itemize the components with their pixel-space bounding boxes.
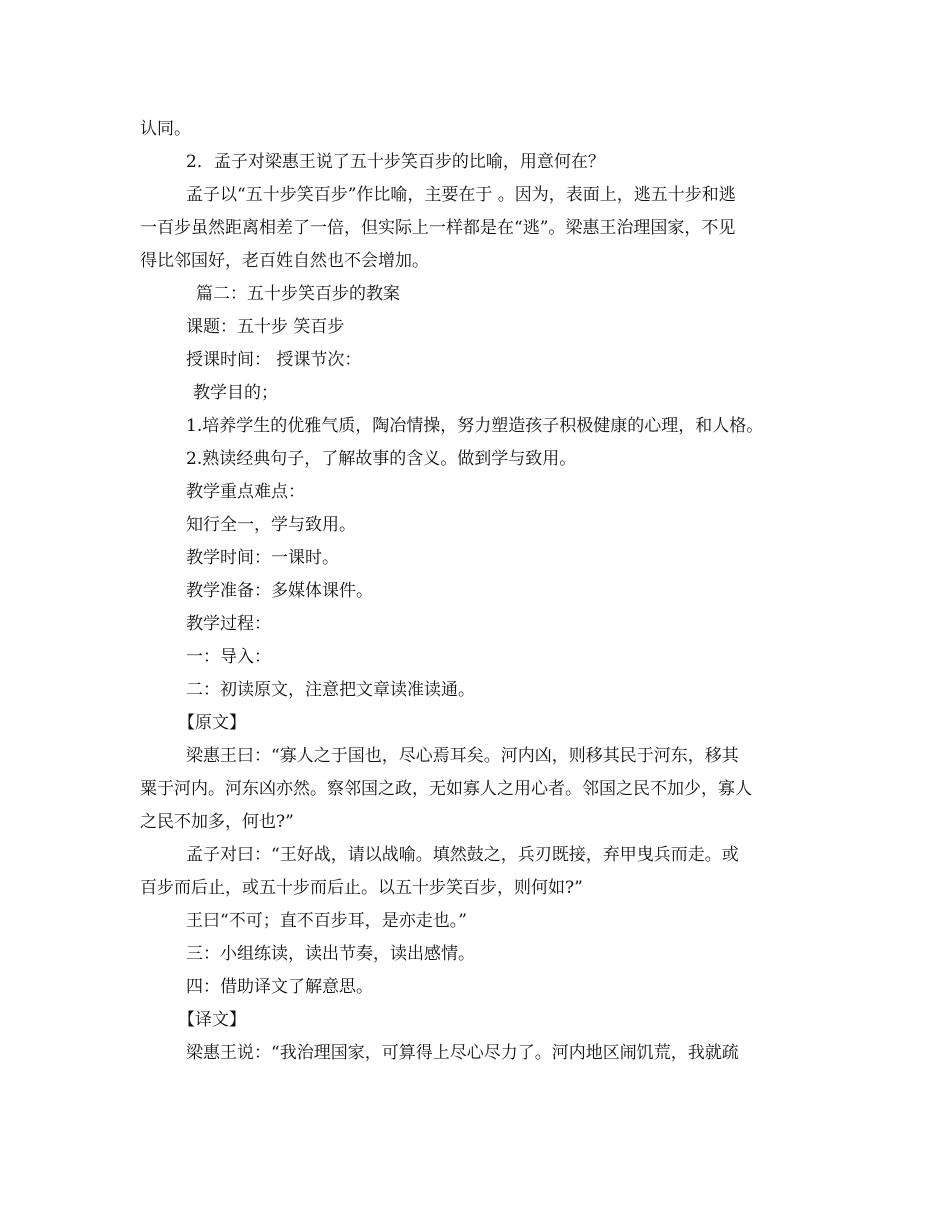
original-text-line-1: 梁惠王曰：“寡人之于国也，尽心焉耳矣。河内凶，则移其民于河东，移其 — [186, 746, 739, 766]
original-text-heading: 【原文】 — [178, 713, 246, 733]
question-2: 2．孟子对梁惠王说了五十步笑百步的比喻，用意何在？ — [186, 152, 605, 172]
teaching-goal-2: 2.熟读经典句子，了解故事的含义。做到学与致用。 — [186, 449, 577, 469]
original-text-line-3: 之民不加多，何也?” — [140, 812, 294, 832]
translation-line-1: 梁惠王说：“我治理国家，可算得上尽心尽力了。河内地区闹饥荒，我就疏 — [186, 1043, 739, 1063]
key-points-text: 知行全一，学与致用。 — [186, 515, 356, 535]
teaching-goals-heading: 教学目的； — [193, 383, 278, 403]
original-text-line-5: 百步而后止，或五十步而后止。以五十步笑百步，则何如?” — [140, 878, 583, 898]
key-points-heading: 教学重点难点： — [186, 482, 305, 502]
step-3-group-reading: 三：小组练读，读出节奏，读出感情。 — [186, 944, 475, 964]
teaching-preparation: 教学准备：多媒体课件。 — [186, 581, 373, 601]
original-text-line-2: 粟于河内。河东凶亦然。察邻国之政，无如寡人之用心者。邻国之民不加少，寡人 — [140, 779, 752, 799]
original-text-line-6: 王曰“不可；直不百步耳，是亦走也。” — [186, 911, 467, 931]
step-2-first-reading: 二：初读原文，注意把文章读准读通。 — [186, 680, 475, 700]
answer-paragraph-line-3: 得比邻国好，老百姓自然也不会增加。 — [140, 251, 429, 271]
translation-heading: 【译文】 — [178, 1010, 246, 1030]
lesson-title: 课题：五十步 笑百步 — [186, 317, 345, 337]
lesson-time: 授课时间： 授课节次： — [186, 350, 362, 370]
text-line-1: 认同。 — [140, 119, 191, 139]
teaching-goal-1: 1.培养学生的优雅气质，陶冶情操，努力塑造孩子积极健康的心理，和人格。 — [186, 416, 764, 436]
step-4-translation: 四：借助译文了解意思。 — [186, 977, 373, 997]
answer-paragraph-line-1: 孟子以“五十步笑百步”作比喻，主要在于 。因为，表面上，逃五十步和逃 — [186, 185, 736, 205]
original-text-line-4: 孟子对曰：“王好战，请以战喻。填然鼓之，兵刃既接，弃甲曳兵而走。或 — [186, 845, 739, 865]
answer-paragraph-line-2: 一百步虽然距离相差了一倍，但实际上一样都是在“逃”。梁惠王治理国家，不见 — [140, 218, 736, 238]
teaching-duration: 教学时间：一课时。 — [186, 548, 339, 568]
step-1-introduction: 一：导入： — [186, 647, 271, 667]
teaching-process-heading: 教学过程： — [186, 614, 271, 634]
section-heading-part-2: 篇二：五十步笑百步的教案 — [196, 284, 400, 304]
